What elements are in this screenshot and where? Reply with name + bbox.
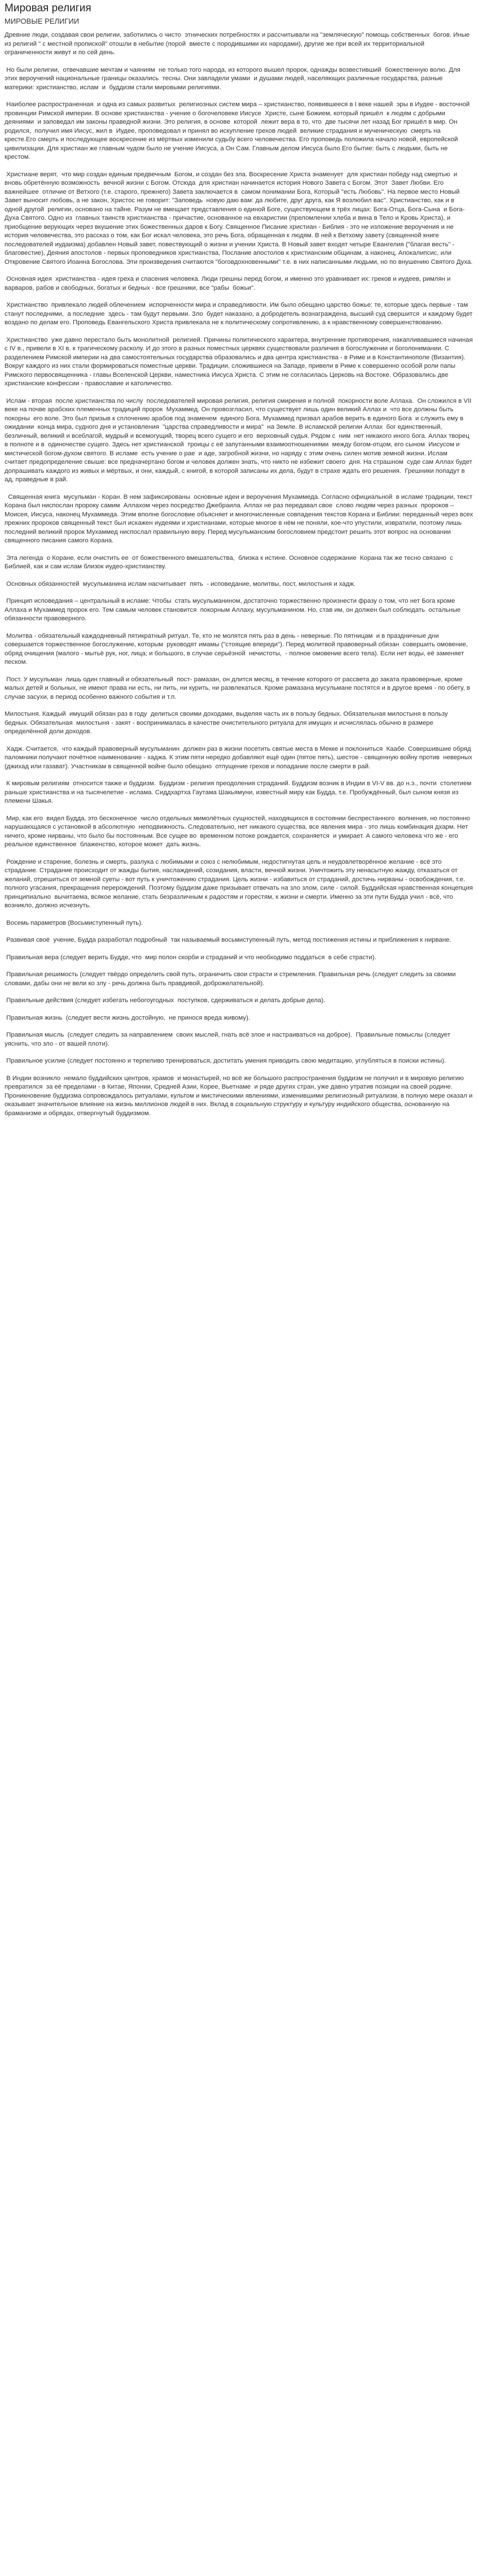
paragraph: Христиане верят, что мир создан единым предвечным Богом, и создан без зла. Воскресение Христа знаменует для христиан победу над смертью и вновь обретённую возможность вечной жизни с Богом. Отсюда для христиан начинается история Нового Завета с Богом. Этот Завет Любви. Его важнейшее отличие от Ветхого (т.е. старого, прежнего) Завета заключается в самом понимании Бога, Который "есть Любовь". На первое место Новый Завет выносит любовь, а не закон, Христос не говорит: "Заповедь новую даю вам: да любите, друг друга, как Я возлюбил вас". Христианство, как и в одной другой религии, основано на тайне. Разум не вмещает представления о единой Боге, существующем в трёх лицах: Бога-Отца, Бога-Сына и Бога-Духа Святого. Одно из главных таинств христианства - причастие, основанное на евхаристии (преломлении хлеба и вина в Тело и Кровь Христа), и приобщение верующих через вкушение этих божественных даров к Богу. Священное Писание христиан - Библия - это не изложение вероучения и не история человечества, это рассказ о том, как Бог искал человека, это речь Бога, обращенная к людям. В ней к Ветхому завету (священной книге последователей иудаизма) добавлен Новый завет, повествующий о жизни и учении Христа. В Новый завет входят четыре Евангелия ("благая весть" - благовестие), Деяния апостолов - первых проповедников христианства, Послание апостолов к христианским общинам, а наконец, Апокалипсис, или Откровение Святого Иоанна Богослова. Эти произведения считаются "боговдохновенными" т.е. в них написанными людьми, но по внушению Святого Духа. <box>5 171 473 266</box>
paragraph: Священная книга мусульман - Коран. В нем зафиксированы основные идеи и вероучения Мухаммеда. Согласно официальной в исламе традиции, текст Корана был ниспослан пророку самим Аллахом через посредство Джебраила. Аллах не раз передавал свое слово людям через разных пророков – Моисея, Иисуса, наконец Мухаммеда. Этим вполне богословие объясняет и многочисленные совпадения текстов Корана и Библии: переданный через всех прежних пророков священный текст был искажен иудеями и христианами, которые многое в нём не поняли, кое-что упустили, извратили, поэтому лишь последний великий пророк Мухаммед ниспослал правильную веру. Перед мусульманским богословием предстоит решить этот вопрос на основании священного писания самого Корана. <box>5 493 475 544</box>
paragraph: Рождение и старение, болезнь и смерть, разлука с любимыми и союз с нелюбимым, недостигнутая цель и неудовлетворённое желание - всё это страдание. Страдание происходит от жажды бытия, наслаждений, созидания, власти, вечной жизни. Уничтожить эту ненасытную жажду, отказаться от желаний, отрешиться от земной суеты - вот путь к уничтожению страдания. Цель жизни - избавиться от страданий, достичь нирваны - освобождения, т.е. полного угасания, прекращения перерождений. Поэтому буддизм даже призывает отвечать на зло злом, силе - силой. Буддийская нравственная концепция принципиально вычитаема, всякое желание, стать безразличным к радостям и горестям, к жизни и смерти. Именно за эти пути Будда учил - всё, что возникло, должно исчезнуть. <box>5 858 475 909</box>
paragraph: Основная идея христианства - идея греха и спасения человека. Люди грешны перед богом, и именно это уравнивает их: греков и иудеев, римлян и варваров, рабов и свободных, богатых и бедных - все грешники, все "рабы божьи". <box>5 276 453 291</box>
article-body <box>5 31 473 1118</box>
paragraph: Правильная решимость (следует твёрдо определить свой путь, ограничить свои страсти и стремления. Правильная речь (следует следить за своими словами, дабы они не вели ко злу - речь должна быть правдивой, доброжелательной). <box>5 971 458 987</box>
paragraph: Основных обязанностей мусульманина ислам насчитывает пять - исповедание, молитвы, пост, милостыня и хадж. <box>5 580 356 588</box>
paragraph: Правильное усилие (следует постоянно и терпеливо тренироваться, доститать умения приводить свою медитацию, углубляться в поиски истины). <box>5 1058 446 1064</box>
paragraph: Эта легенда о Коране, если очистить ее от божественного вмешательства, близка к истине. Основное содержание Корана так же тесно связано с Библией, как и сам ислам близок иудео-христианству. <box>5 554 455 570</box>
page <box>0 0 478 1131</box>
paragraph: Правильная жизнь (следует вести жизнь достойную, не принося вреда живому). <box>5 1014 251 1021</box>
paragraph: Но были религии, отвечавшие мечтам и чаяниям не только того народа, из которого вышел пророк, однажды возвестивший божественную волю. Для этих вероучений национальные границы оказались тесны. Они завладели умами и душами людей, населяющих различные государства, разные материки: христианство, ислам и буддизм стали мировыми религиями. <box>5 66 462 91</box>
page-subtitle: МИРОВЫЕ РЕЛИГИИ <box>5 17 80 25</box>
paragraph: Восемь параметров (Восьмиступенный путь). <box>5 919 143 926</box>
paragraph: Мир, как его видел Будда, это бесконечное число отдельных мимолётных сущностей, находящихся в состоянии беспрестанного волнения, но постоянно нарушающаяся с установкой в абсолютную неподвижность. Следовательно, нет никакого существа, все явления мира - это лишь комбинация дхарм. Нет ничего, кроме нирваны, что было бы постоянным. Все сущее во временном потоке рождается, сохраняется и умирает. А самого человека что же - его реальное единственное блаженство, которое может дать жизнь. <box>5 815 472 848</box>
paragraph: Принцип исповедания – центральный в исламе: Чтобы стать мусульманином, достаточно торжественно произнести фразу о том, что нет Бога кроме Аллаха и Мухаммед пророк его. Тем самым человек становится покорным Аллаху, мусульманином. Но, став им, он должен был соблюдать остальные обязанности правоверного. <box>5 598 463 622</box>
paragraph: Христианство привлекало людей облечением испорченности мира и справедливости. Им было обещано царство божье: те, которые здесь первые - там станут последними, а последние здесь - там будут первыми. Зло будет наказано, а добродетель вознаграждена, высший суд свершится и каждому будет воздано по делам его. Проповедь Евангельского Христа привлекала не к политическому сопротивлению, а к нравственному совершенствованию. <box>5 302 475 326</box>
paragraph: Древние люди, создавая свои религии, заботились о чисто этнических потребностях и рассчитывали на "земляческую" помощь собственных богов. Иные из религий " с местной пропиской" отошли в небытие (порой вместе с породившими их народами), другие же при всей их территориальной ограниченности живут и по сей день. <box>5 32 472 56</box>
paragraph: Ислам - вторая после христианства по числу последователей мировая религия, религия смирения и полной покорности воле Аллаха. Он сложился в VII веке на почве арабских племенных традиций пророк Мухаммед. Он провозгласил, что существует лишь один великий Аллах и что все должны быть покорны его воле. Это был призыв к сплочению арабов под знаменем единого Бога. Мухаммед призвал арабов верить в единого Бога и служить ему в ожидании конца мира, судного дня и установления "царства справедливости и мира" на Земле. В исламской религии Аллах бог единственный, безличный, великий и всеблагой, мудрый и всемогущий, творец всего сущего и его верховный судья. Рядом с ним нет никакого иного бога. Аллах творец в полноте и в одиночестве сущего. Здесь нет христианской троицы с её запутанными взаимоотношениями между богом-отцом, его сыном Иисусом и мистической богом-духом святого. В исламе есть учение о рае и аде, загробной жизни, но наряду с этим очень силен мотив земной жизни. Ислам считает предопределение свыше: все предначертано богом и человек должен знать, что никто не избежит своего дня. На страшном суде сам Аллах будет допрашивать каждого из живых и мёртвых, и они, каждый, с книгой, в которой записаны их дела, будут в страхе ждать его решения. Грешники попадут в ад, праведные в рай. <box>5 397 474 483</box>
paragraph: В Индии возникло немало буддийских центров, храмов и монастырей, но всё же большого распространения буддизм не получил и в мировую религию превратился за её пределами - в Китае, Японии, Средней Азии, Корее, Вьетнаме и ряде других стран, уже давно утратив позиции на своей родине. Проникновение буддизма сопровождалось ритуалами, культом и мистическими явлениями, изменившими религиозный ритуализм, в полную мере оказал и оказывает значительное влияние на жизнь миллионов людей в них. Вклад в социальную структуру и культуру индийского общества, основанную на браманизме и обрядах, отвергнутый буддизмом. <box>5 1074 475 1117</box>
paragraph: Милостыня. Каждый имущий обязан раз в году делиться своими доходами, выделяя часть их в пользу бедных. Обязательная милостыня в пользу бедных. Обязательная милостыня - закят - воспринималась в качестве очистительного ритуала для имущих и исчислялась обычно в размере определённой доли доходов. <box>5 711 450 735</box>
paragraph: К мировым религиям относится также и буддизм. Буддизм - религия преодоления страданий. Буддизм возник в Индии в VI-V вв. до н.э., почти столетием раньше христианства и на тысячелетие - ислама. Сиддхартха Гаутама Шакьямуни, известный миру как Будда, т.е. Пробуждённый, был сыном князя из племени Шакья. <box>5 780 473 804</box>
paragraph: Правильная мысль (следует следить за направлением своих мыслей, гнать всё злое и настраиваться на доброе). Правильные помыслы (следует уяснить, что зло - от вашей плоти). <box>5 1032 453 1047</box>
paragraph: Молитва - обязательный каждодневный пятикратный ритуал. Те, кто не молятся пять раз в день - неверные. По пятницам и в праздничные дни совершается торжественное богослужение, которым руководят имамы ("стоящие впереди"). Перед молитвой правоверный обязан совершить омовение, обряд очищения (малого - мытьё рук, ног, лица; и большого, в случае серьёзной нечистоты, - полное омовение всего тела). Если нет воды, её заменяет песком. <box>5 632 470 665</box>
paragraph: Правильная вера (следует верить Будде, что мир полон скорби и страданий и что необходимо поддаться в себе страсти). <box>5 954 376 961</box>
paragraph: Пост. У мусульман лишь один главный и обязательный пост- рамазан, он длится месяц, в течение которого от рассвета до заката правоверные, кроме малых детей и больных, не имеют права ни есть, ни пить, ни курить, ни развлекаться. Кроме рамазана мусульмане постятся и в другое время - по обету, в случае засухи, в период особенно важного события и т.п. <box>5 676 472 700</box>
paragraph: Развивая своё учение, Будда разработал подробный так называемый восьмиступенный путь, метод постижения истины и приближения к нирване. <box>5 937 451 943</box>
paragraph: Хадж. Считается, что каждый правоверный мусульманин должен раз в жизни посетить святые места в Мекке и поклониться Каабе. Совершившие обряд паломники получают почётное наименование - хаджа. К этим пяти нередко добавляют ещё один (пятое пять), шестое - священную войну против неверных (джихад или газават). Участникам в священной войне было обещано отпущение грехов и попадание после смерти в рай. <box>5 745 474 770</box>
paragraph: Наиболее распространенная и одна из самых развитых религиозных систем мира – христианство, появившееся в I веке нашей эры в Иудее - восточной провинции Римской империи. В основе христианства - учение о богочеловеке Иисусе Христе, сыне Божием, который пришёл к людям с добрыми деяниями и заповедал им законы праведной жизни. Это религия, в основе которой лежит вера в то, что две тысячи лет назад Бог пришёл в мир. Он родился, получил имя Иисус, жил в Иудее, проповедовал и принял во искупление грехов людей великие страдания и мученическую смерть на кресте.Его смерть и последующее воскресение из мёртвых изменили судьбу всего человечества. Его проповедь положила начало новой, европейской цивилизации. Для христиан же главным чудом было не учение Иисуса, а Он Сам. Главным делом Иисуса было Его бытие: быть с людьми, быть не крестом. <box>5 101 472 160</box>
page-title: Мировая религия <box>5 2 91 14</box>
paragraph: Христианство уже давно перестало быть монолитной религией. Причины политического характера, внутренние противоречия, накапливавшиеся начиная с IV в., привели в XI в. к трагическому расколу. И до этого в разных поместных церквях существовали различия в богослужении и боголонимании. С разделением Римской империи на два самостоятельных государства образовались и два центра христианства - в Риме и в Константинополе (Византия). Вокруг каждого из них стали формироваться поместные церкви. Традиции, сложившиеся на Западе, привели в Риме к совершенно особой роли папы Римского первосвященника - главы Вселенской Церкви, наместника Иисуса Христа. С этим не согласилась Церковь на Востоке. Образовались две христианские конфессии - православие и католичество. <box>5 336 475 387</box>
paragraph: Правильные действия (следует избегать небогоугодных поступков, сдерживаться и делать добрые дела). <box>5 997 326 1004</box>
